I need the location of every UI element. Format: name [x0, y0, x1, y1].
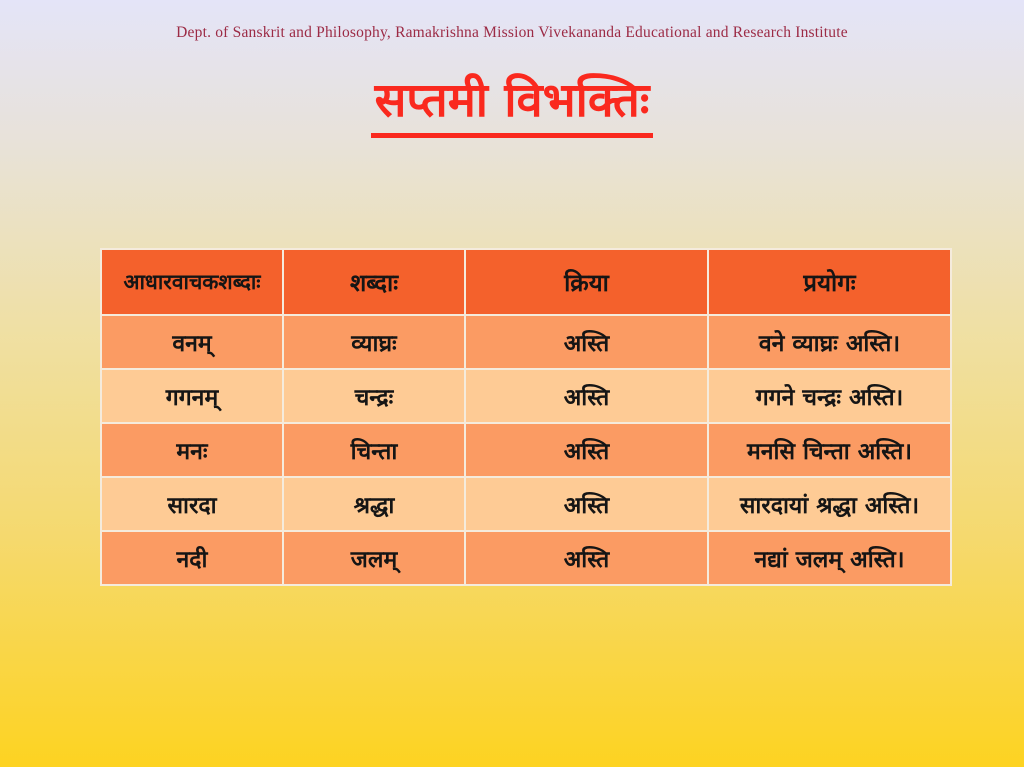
table-cell: सारदा: [101, 477, 283, 531]
header-cell-usage: प्रयोगः: [708, 249, 951, 315]
table-cell: मनः: [101, 423, 283, 477]
table-cell: मनसि चिन्ता अस्ति।: [708, 423, 951, 477]
table-row: [101, 423, 951, 477]
department-header: Dept. of Sanskrit and Philosophy, Ramakrishna Mission Vivekananda Educational and Research Institute: [176, 24, 848, 41]
table-cell: श्रद्धा: [283, 477, 465, 531]
table-cell: व्याघ्रः: [283, 315, 465, 369]
table-cell: चिन्ता: [283, 423, 465, 477]
table-cell: अस्ति: [465, 369, 708, 423]
table-cell: सारदायां श्रद्धा अस्ति।: [708, 477, 951, 531]
table-cell: गगनम्: [101, 369, 283, 423]
header-cell-base-words: आधारवाचकशब्दाः: [101, 249, 283, 315]
table-row: [101, 477, 951, 531]
table-cell: चन्द्रः: [283, 369, 465, 423]
table-cell: वने व्याघ्रः अस्ति।: [708, 315, 951, 369]
header-cell-words: शब्दाः: [283, 249, 465, 315]
table-row: [101, 315, 951, 369]
table-cell: नदी: [101, 531, 283, 585]
table-row: [101, 369, 951, 423]
table-cell: अस्ति: [465, 477, 708, 531]
table-cell: वनम्: [101, 315, 283, 369]
table-cell: जलम्: [283, 531, 465, 585]
table-cell: अस्ति: [465, 315, 708, 369]
table-cell: अस्ति: [465, 423, 708, 477]
table-header-row: [101, 249, 951, 315]
vibhakti-table: [100, 248, 952, 586]
table-cell: अस्ति: [465, 531, 708, 585]
header-cell-verb: क्रिया: [465, 249, 708, 315]
table-cell: गगने चन्द्रः अस्ति।: [708, 369, 951, 423]
slide-title: [0, 74, 1024, 138]
table-row: [101, 531, 951, 585]
table-cell: नद्यां जलम् अस्ति।: [708, 531, 951, 585]
slide-title-text: सप्तमी विभक्तिः: [371, 74, 654, 138]
